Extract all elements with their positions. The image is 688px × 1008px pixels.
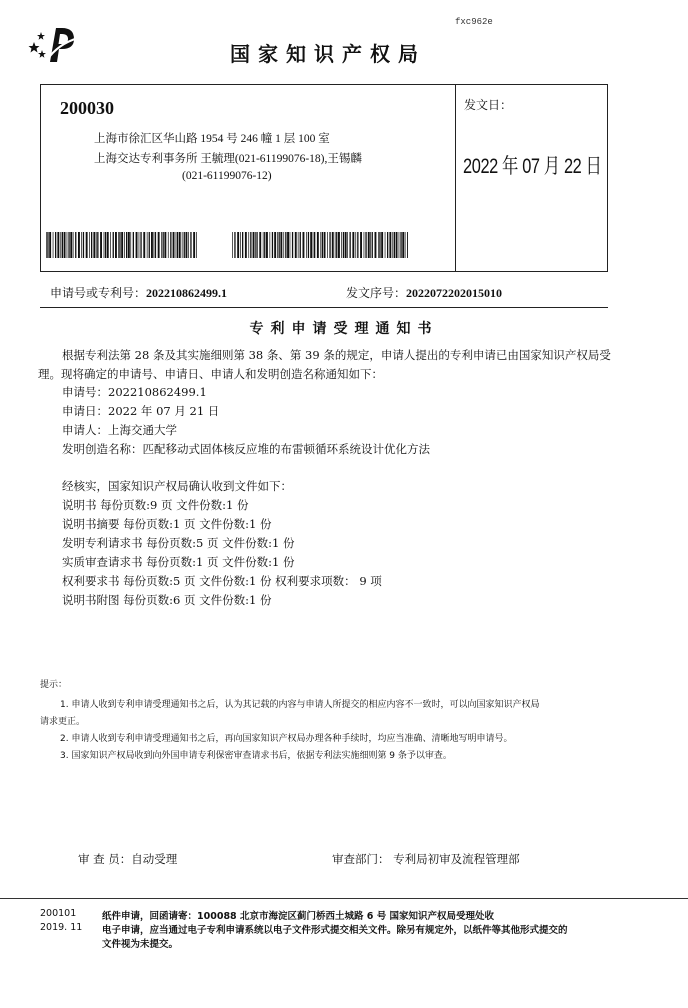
box-divider: [455, 84, 456, 272]
intro-paragraph: 根据专利法第 28 条及其实施细则第 38 条、第 39 条的规定，申请人提出的专利申请已由国家知识产权局受理。现将确定的申请号、申请日、申请人和发明创造名称通知如下：: [38, 348, 611, 381]
office-name: 国家知识产权局: [230, 42, 426, 66]
tip-item: 3. 国家知识产权局收到向外国申请专利保密审查请求书后，依据专利法实施细则第 9 条予以审查。: [60, 751, 452, 761]
application-number: 202210862499.1: [146, 286, 228, 300]
footer-divider: [0, 898, 688, 899]
application-number-label: 申请号或专利号：: [50, 286, 147, 300]
receipt-intro: 经核实，国家知识产权局确认收到文件如下：: [62, 479, 292, 493]
send-serial-label: 发文序号：: [346, 286, 407, 300]
footer-paper-notice: 纸件申请，回函请寄：100088 北京市海淀区蓟门桥西土城路 6 号 国家知识产权局受理处收: [102, 911, 495, 922]
send-serial-row: [346, 284, 502, 301]
notice-title: 专利申请受理通知书: [249, 321, 439, 337]
receipt-item: 权利要求书 每份页数:5 页 文件份数:1 份 权利要求项数： 9 项: [62, 574, 382, 588]
field-applicant: 申请人：上海交通大学: [62, 423, 177, 437]
receipt-item: 说明书 每份页数:9 页 文件份数:1 份: [62, 498, 249, 512]
footer-electronic-notice: 电子申请，应当通过电子专利申请系统以电子文件形式提交相关文件。除另有规定外，以纸件等其他形式提交的: [102, 925, 568, 936]
document-code: fxc962e: [455, 17, 493, 27]
postcode: 200030: [60, 98, 114, 118]
send-serial-number: 2022072202015010: [406, 286, 503, 300]
tip-item-continued: 请求更正。: [40, 717, 86, 727]
agency-line: 上海交达专利事务所 王毓理(021-61199076-18),王锡麟: [94, 153, 362, 165]
receipt-item: 发明专利请求书 每份页数:5 页 文件份数:1 份: [62, 536, 295, 550]
form-code: 200101: [40, 908, 77, 919]
divider: [40, 307, 608, 308]
barcode-left: [46, 232, 198, 258]
field-invention-title: 发明创造名称：匹配移动式固体核反应堆的布雷顿循环系统设计优化方法: [62, 442, 430, 456]
send-date: 2022 年 07 月 22 日: [463, 155, 602, 178]
send-date-label: 发文日：: [464, 98, 513, 112]
receipt-item: 实质审查请求书 每份页数:1 页 文件份数:1 份: [62, 555, 295, 569]
form-version: 2019. 11: [40, 922, 83, 933]
application-number-row: [50, 284, 227, 301]
tips-label: 提示：: [40, 680, 68, 690]
tip-item: 2. 申请人收到专利申请受理通知书之后，再向国家知识产权局办理各种手续时，均应当准确、清晰地写明申请号。: [60, 734, 513, 744]
barcode-right: [232, 232, 408, 258]
field-application-date: 申请日：2022 年 07 月 21 日: [62, 404, 220, 418]
receipt-item: 说明书附图 每份页数:6 页 文件份数:1 份: [62, 593, 272, 607]
receipt-item: 说明书摘要 每份页数:1 页 文件份数:1 份: [62, 517, 272, 531]
examination-department: 审查部门： 专利局初审及流程管理部: [332, 852, 520, 866]
tip-item: 1. 申请人收到专利申请受理通知书之后，认为其记载的内容与申请人所提交的相应内容不一致时，可以向国家知识产权局: [60, 700, 540, 710]
agency-phone-line: (021-61199076-12): [182, 170, 272, 182]
address-line: 上海市徐汇区华山路 1954 号 246 幢 1 层 100 室: [94, 133, 330, 145]
examiner: 审 查 员：自动受理: [78, 852, 178, 866]
field-application-number: 申请号：202210862499.1: [62, 385, 207, 399]
cnipa-logo-icon: [28, 24, 80, 64]
footer-electronic-notice-continued: 文件视为未提交。: [102, 939, 179, 950]
